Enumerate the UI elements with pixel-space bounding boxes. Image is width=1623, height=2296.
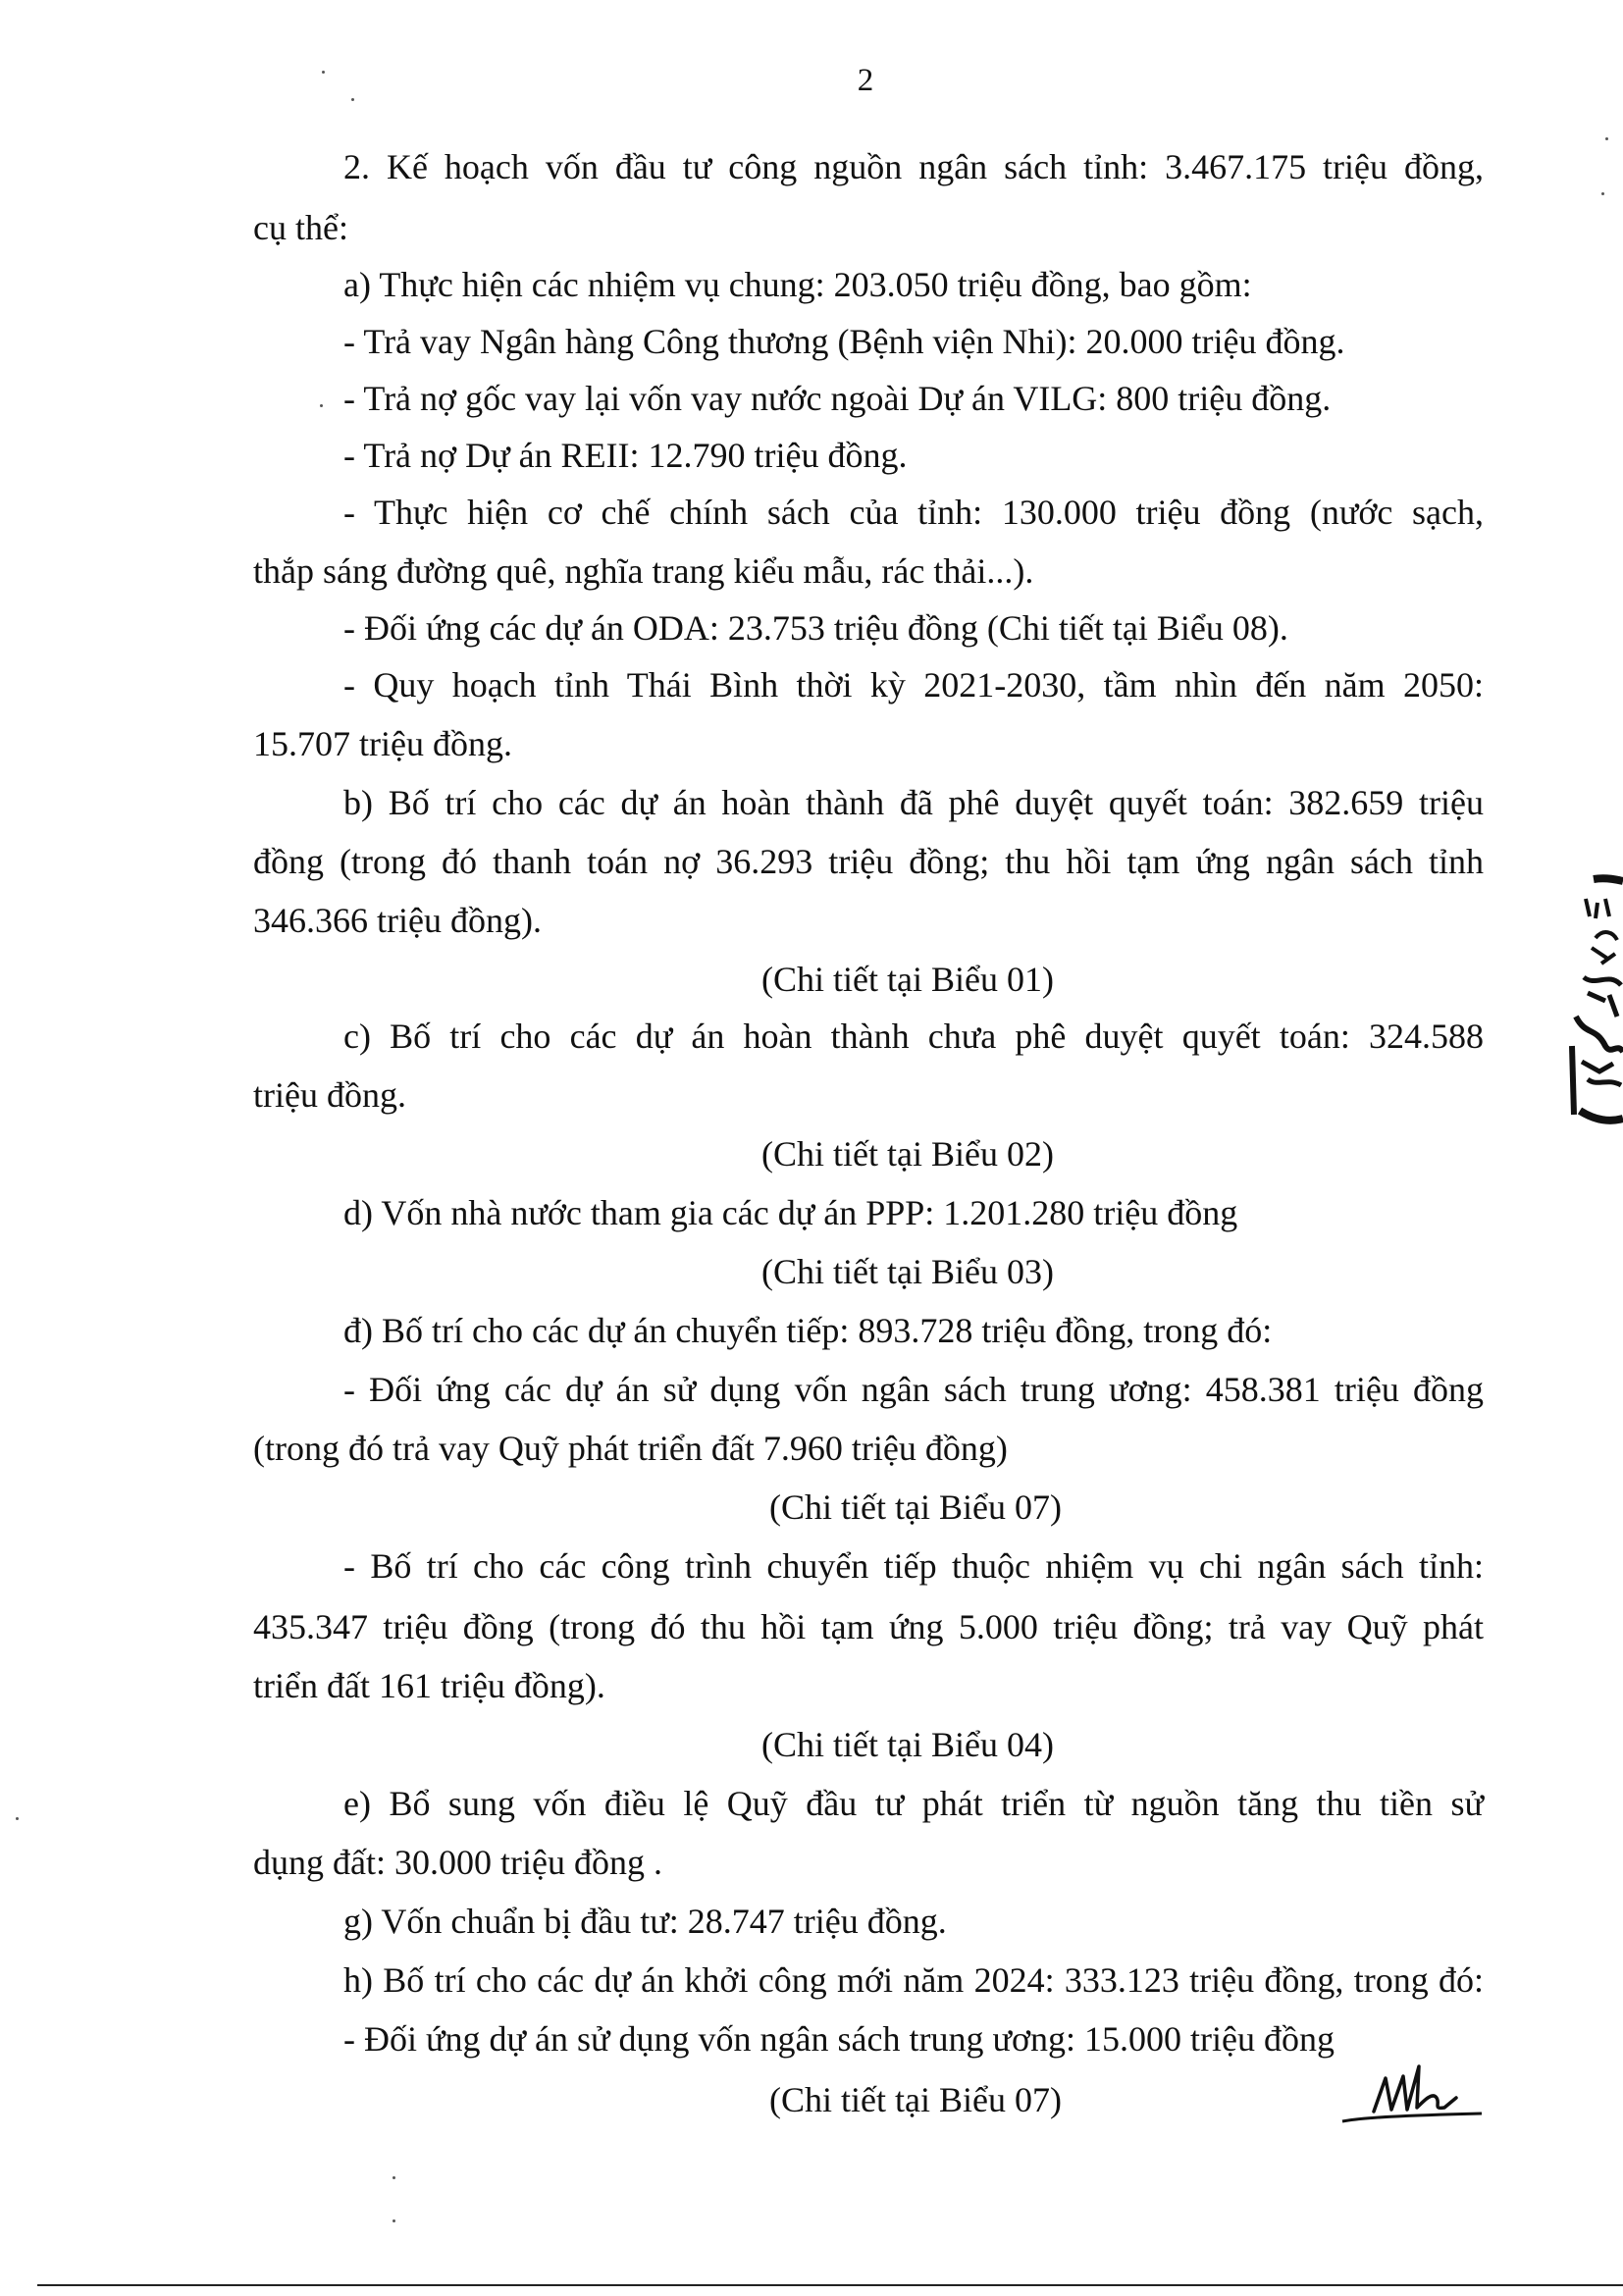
text-line: a) Thực hiện các nhiệm vụ chung: 203.050 triệu đồng, bao gồm: — [343, 265, 1252, 304]
reference-note: (Chi tiết tại Biểu 04) — [761, 1725, 1054, 1764]
text-line: c) Bố trí cho các dự án hoàn thành chưa phê duyệt quyết toán: 324.588 — [343, 1017, 1484, 1056]
text-line: đồng (trong đó thanh toán nợ 36.293 triệu đồng; thu hồi tạm ứng ngân sách tỉnh — [253, 842, 1484, 881]
scan-speck — [320, 404, 323, 407]
text-line: (trong đó trả vay Quỹ phát triển đất 7.960 triệu đồng) — [253, 1429, 1008, 1468]
text-line: đ) Bố trí cho các dự án chuyển tiếp: 893.728 triệu đồng, trong đó: — [343, 1311, 1273, 1350]
reference-note: (Chi tiết tại Biểu 02) — [761, 1134, 1054, 1174]
signature-mark — [1335, 2053, 1501, 2141]
text-line: - Trả nợ Dự án REII: 12.790 triệu đồng. — [343, 436, 908, 475]
text-line: 15.707 triệu đồng. — [253, 724, 512, 763]
text-line: 2. Kế hoạch vốn đầu tư công nguồn ngân sách tỉnh: 3.467.175 triệu đồng, — [343, 147, 1484, 186]
scan-speck — [322, 71, 325, 74]
scan-speck — [393, 2176, 395, 2179]
text-line: - Trả vay Ngân hàng Công thương (Bệnh viện Nhi): 20.000 triệu đồng. — [343, 322, 1345, 361]
text-line: - Trả nợ gốc vay lại vốn vay nước ngoài Dự án VILG: 800 triệu đồng. — [343, 379, 1332, 418]
text-line: triển đất 161 triệu đồng). — [253, 1666, 605, 1705]
text-line: - Bố trí cho các công trình chuyển tiếp thuộc nhiệm vụ chi ngân sách tỉnh: — [343, 1546, 1484, 1586]
text-line: g) Vốn chuẩn bị đầu tư: 28.747 triệu đồng. — [343, 1902, 947, 1941]
scan-speck — [393, 2219, 395, 2222]
text-line: dụng đất: 30.000 triệu đồng . — [253, 1843, 662, 1882]
scan-speck — [16, 1817, 19, 1820]
text-line: b) Bố trí cho các dự án hoàn thành đã phê duyệt quyết toán: 382.659 triệu — [343, 783, 1484, 822]
reference-note: (Chi tiết tại Biểu 07) — [769, 1487, 1062, 1527]
text-line: h) Bố trí cho các dự án khởi công mới năm 2024: 333.123 triệu đồng, trong đó: — [343, 1960, 1484, 2000]
text-line: triệu đồng. — [253, 1075, 406, 1115]
reference-note: (Chi tiết tại Biểu 03) — [761, 1252, 1054, 1291]
text-line: e) Bổ sung vốn điều lệ Quỹ đầu tư phát triển từ nguồn tăng thu tiền sử — [343, 1784, 1484, 1823]
scan-speck — [351, 98, 354, 101]
text-line: thắp sáng đường quê, nghĩa trang kiểu mẫu, rác thải...). — [253, 551, 1034, 591]
text-line: d) Vốn nhà nước tham gia các dự án PPP: 1.201.280 triệu đồng — [343, 1193, 1238, 1232]
stamp-fragment — [1566, 869, 1623, 1164]
text-line: cụ thể: — [253, 208, 348, 247]
text-line: 435.347 triệu đồng (trong đó thu hồi tạm ứng 5.000 triệu đồng; trả vay Quỹ phát — [253, 1607, 1484, 1646]
text-line: - Đối ứng các dự án sử dụng vốn ngân sách trung ương: 458.381 triệu đồng — [343, 1370, 1484, 1409]
text-line: - Thực hiện cơ chế chính sách của tỉnh: 130.000 triệu đồng (nước sạch, — [343, 493, 1484, 532]
text-line: - Đối ứng các dự án ODA: 23.753 triệu đồng (Chi tiết tại Biểu 08). — [343, 608, 1288, 648]
text-line: - Đối ứng dự án sử dụng vốn ngân sách trung ương: 15.000 triệu đồng — [343, 2019, 1335, 2059]
scan-speck — [1601, 192, 1604, 195]
scan-speck — [1605, 137, 1608, 140]
text-line: 346.366 triệu đồng). — [253, 901, 542, 940]
reference-note: (Chi tiết tại Biểu 07) — [769, 2080, 1062, 2119]
bottom-rule — [37, 2284, 1623, 2286]
page-number: 2 — [857, 63, 874, 98]
text-line: - Quy hoạch tỉnh Thái Bình thời kỳ 2021-2030, tầm nhìn đến năm 2050: — [343, 665, 1484, 704]
reference-note: (Chi tiết tại Biểu 01) — [761, 960, 1054, 999]
